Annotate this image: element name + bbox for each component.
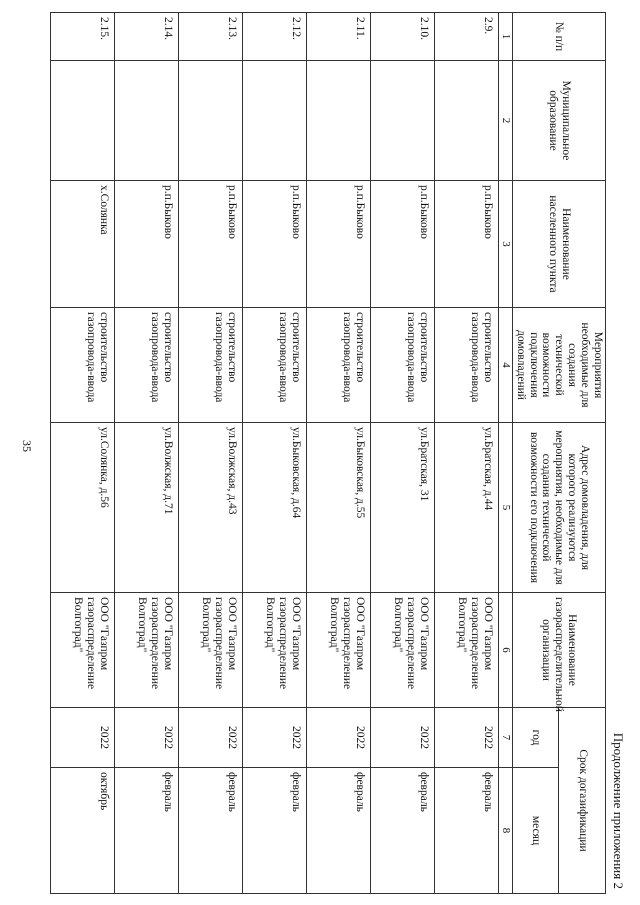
cell-num: 2.11. xyxy=(306,13,370,61)
cell-measure: строительство газопровода-ввода xyxy=(370,308,434,423)
cell-measure: строительство газопровода-ввода xyxy=(242,308,306,423)
cell-year: 2022 xyxy=(370,708,434,768)
table-body xyxy=(50,13,498,894)
column-number: 7 xyxy=(498,708,512,768)
header-num: № п/п xyxy=(512,13,605,61)
cell-year: 2022 xyxy=(178,708,242,768)
cell-month: февраль xyxy=(306,768,370,894)
cell-settlement: р.п.Быково xyxy=(306,181,370,308)
cell-org: ООО "Газпром газораспределение Волгоград" xyxy=(50,593,114,708)
cell-num: 2.12. xyxy=(242,13,306,61)
cell-measure: строительство газопровода-ввода xyxy=(114,308,178,423)
cell-measure: строительство газопровода-ввода xyxy=(306,308,370,423)
cell-settlement: р.п.Быково xyxy=(434,181,498,308)
cell-address: ул.Братская, 31 xyxy=(370,423,434,593)
cell-org: ООО "Газпром газораспределение Волгоград" xyxy=(178,593,242,708)
cell-num: 2.9. xyxy=(434,13,498,61)
cell-municipality xyxy=(306,61,370,181)
cell-address: ул.Волжская, д.43 xyxy=(178,423,242,593)
table-row xyxy=(434,13,498,894)
cell-measure: строительство газопровода-ввода xyxy=(50,308,114,423)
cell-settlement: р.п.Быково xyxy=(114,181,178,308)
cell-year: 2022 xyxy=(242,708,306,768)
column-number: 6 xyxy=(498,593,512,708)
table-row xyxy=(242,13,306,894)
cell-num: 2.10. xyxy=(370,13,434,61)
table-header xyxy=(498,13,605,894)
cell-year: 2022 xyxy=(114,708,178,768)
cell-org: ООО "Газпром газораспределение Волгоград" xyxy=(114,593,178,708)
cell-year: 2022 xyxy=(50,708,114,768)
cell-month: февраль xyxy=(370,768,434,894)
cell-year: 2022 xyxy=(306,708,370,768)
header-measures: Мероприятия необходимые для создания технической возможности подключения домовладений xyxy=(512,308,605,423)
column-number: 5 xyxy=(498,423,512,593)
header-org: Наименование газораспределительной организации xyxy=(512,593,605,708)
cell-municipality xyxy=(434,61,498,181)
cell-municipality xyxy=(50,61,114,181)
cell-address: ул.Братская, д.44 xyxy=(434,423,498,593)
cell-municipality xyxy=(242,61,306,181)
header-municipality: Муниципальное образование xyxy=(512,61,605,181)
table-row xyxy=(178,13,242,894)
cell-municipality xyxy=(370,61,434,181)
cell-municipality xyxy=(114,61,178,181)
cell-settlement: р.п.Быково xyxy=(178,181,242,308)
table-row xyxy=(50,13,114,894)
header-year: год xyxy=(512,708,559,768)
column-number: 1 xyxy=(498,13,512,61)
cell-org: ООО "Газпром газораспределение Волгоград" xyxy=(306,593,370,708)
column-number: 2 xyxy=(498,61,512,181)
page-number: 35 xyxy=(20,440,34,452)
cell-measure: строительство газопровода-ввода xyxy=(178,308,242,423)
appendix-caption: Продолжение приложения 2 xyxy=(611,732,626,889)
cell-address: ул.Солянка, д.56 xyxy=(50,423,114,593)
cell-num: 2.13. xyxy=(178,13,242,61)
column-number: 4 xyxy=(498,308,512,423)
cell-num: 2.15. xyxy=(50,13,114,61)
cell-org: ООО "Газпром газораспределение Волгоград" xyxy=(242,593,306,708)
gasification-table xyxy=(50,12,606,894)
cell-settlement: р.п.Быково xyxy=(242,181,306,308)
header-month: месяц xyxy=(512,768,559,894)
header-term: Срок догазификации xyxy=(559,708,606,894)
cell-settlement: р.п.Быково xyxy=(370,181,434,308)
cell-org: ООО "Газпром газораспределение Волгоград" xyxy=(434,593,498,708)
cell-month: февраль xyxy=(114,768,178,894)
header-address: Адрес домовладения, для которого реализуются мероприятия, необходимые для создания технической возможности его подключения xyxy=(512,423,605,593)
table-row xyxy=(370,13,434,894)
cell-month: февраль xyxy=(434,768,498,894)
table-row xyxy=(114,13,178,894)
cell-address: ул.Волжская, д.71 xyxy=(114,423,178,593)
cell-year: 2022 xyxy=(434,708,498,768)
column-number: 3 xyxy=(498,181,512,308)
cell-month: февраль xyxy=(242,768,306,894)
cell-measure: строительство газопровода-ввода xyxy=(434,308,498,423)
cell-num: 2.14. xyxy=(114,13,178,61)
header-settlement: Наименование населенного пункта xyxy=(512,181,605,308)
cell-org: ООО "Газпром газораспределение Волгоград" xyxy=(370,593,434,708)
cell-address: ул.Быковская, д.55 xyxy=(306,423,370,593)
cell-month: октябрь xyxy=(50,768,114,894)
table-row xyxy=(306,13,370,894)
cell-address: ул.Быковская, д.64 xyxy=(242,423,306,593)
cell-month: февраль xyxy=(178,768,242,894)
cell-municipality xyxy=(178,61,242,181)
column-number: 8 xyxy=(498,768,512,894)
cell-settlement: х.Солянка xyxy=(50,181,114,308)
